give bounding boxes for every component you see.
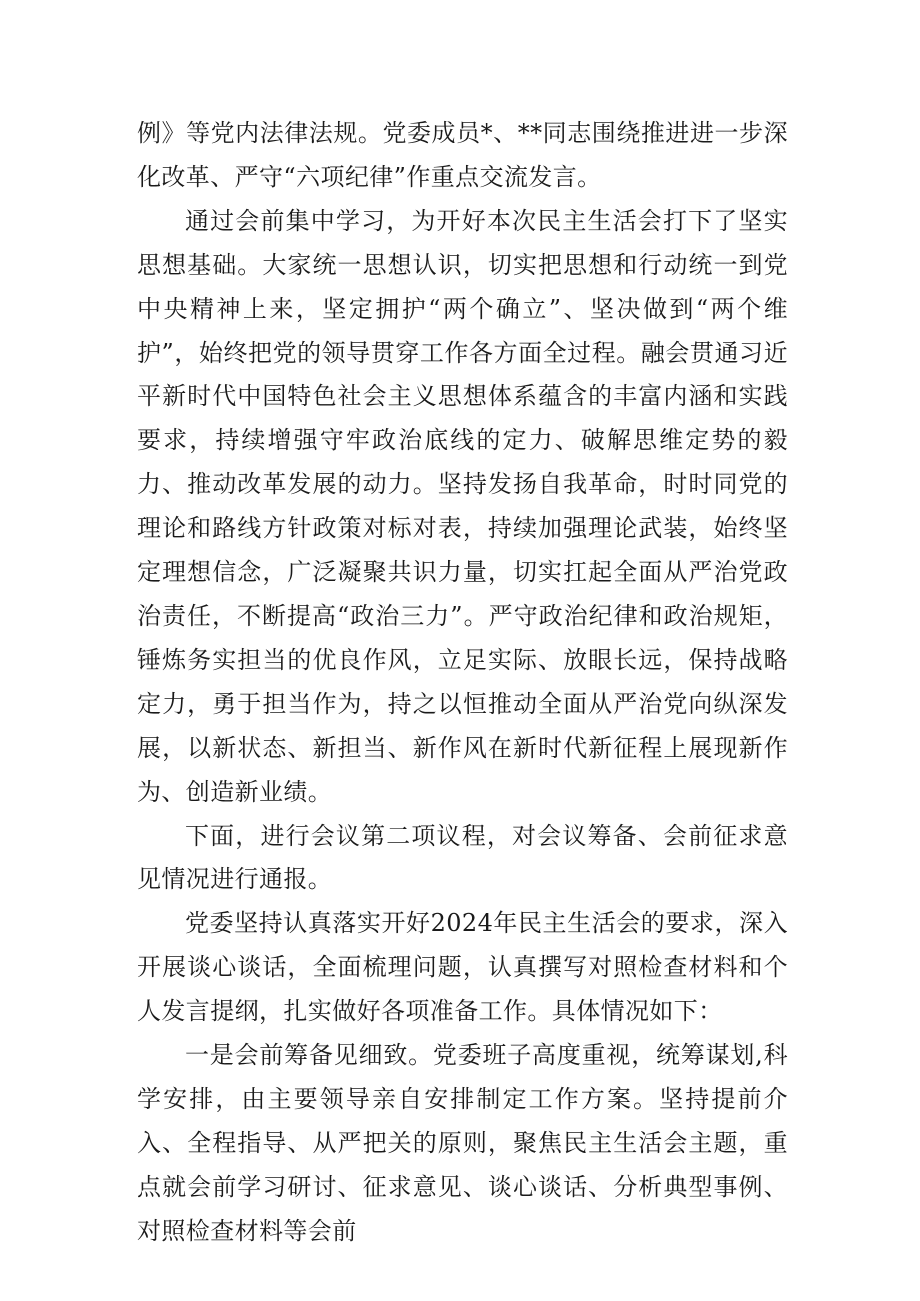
document-body	[137, 112, 788, 1254]
paragraph-agenda-item-two: 下面，进行会议第二项议程，对会议筹备、会前征求意见情况进行通报。	[137, 821, 788, 894]
paragraph-preparation-detail: 一是会前筹备见细致。党委班子高度重视，统筹谋划,科学安排，由主要领导亲自安排制定工作方案。坚持提前介入、全程指导、从严把关的原则，聚焦民主生活会主题，重点就会前学习研讨、征求意见、谈心谈话、分析典型事例、对照检查材料等会前	[137, 1041, 788, 1245]
paragraph-continuation: 例》等党内法律法规。党委成员*、**同志围绕推进进一步深化改革、严守“六项纪律”作重点交流发言。	[137, 119, 788, 191]
paragraph-preparation-overview: 党委坚持认真落实开好2024年民主生活会的要求，深入开展谈心谈话，全面梳理问题，认真撰写对照检查材料和个人发言提纲，扎实做好各项准备工作。具体情况如下：	[137, 909, 788, 1026]
paragraph-study-results: 通过会前集中学习，为开好本次民主生活会打下了坚实思想基础。大家统一思想认识，切实把思想和行动统一到党中央精神上来，坚定拥护“两个确立”、坚决做到“两个维护”，始终把党的领导贯穿工作各方面全过程。融会贯通习近平新时代中国特色社会主义思想体系蕴含的丰富内涵和实践要求，持续增强守牢政治底线的定力、破解思维定势的毅力、推动改革发展的动力。坚持发扬自我革命，时时同党的理论和路线方针政策对标对表，持续加强理论武装，始终坚定理想信念，广泛凝聚共识力量，切实扛起全面从严治党政治责任，不断提高“政治三力”。严守政治纪律和政治规矩，锤炼务实担当的优良作风，立足实际、放眼长远，保持战略定力，勇于担当作为，持之以恒推动全面从严治党向纵深发展，以新状态、新担当、新作风在新时代新征程上展现新作为、创造新业绩。	[137, 206, 788, 806]
